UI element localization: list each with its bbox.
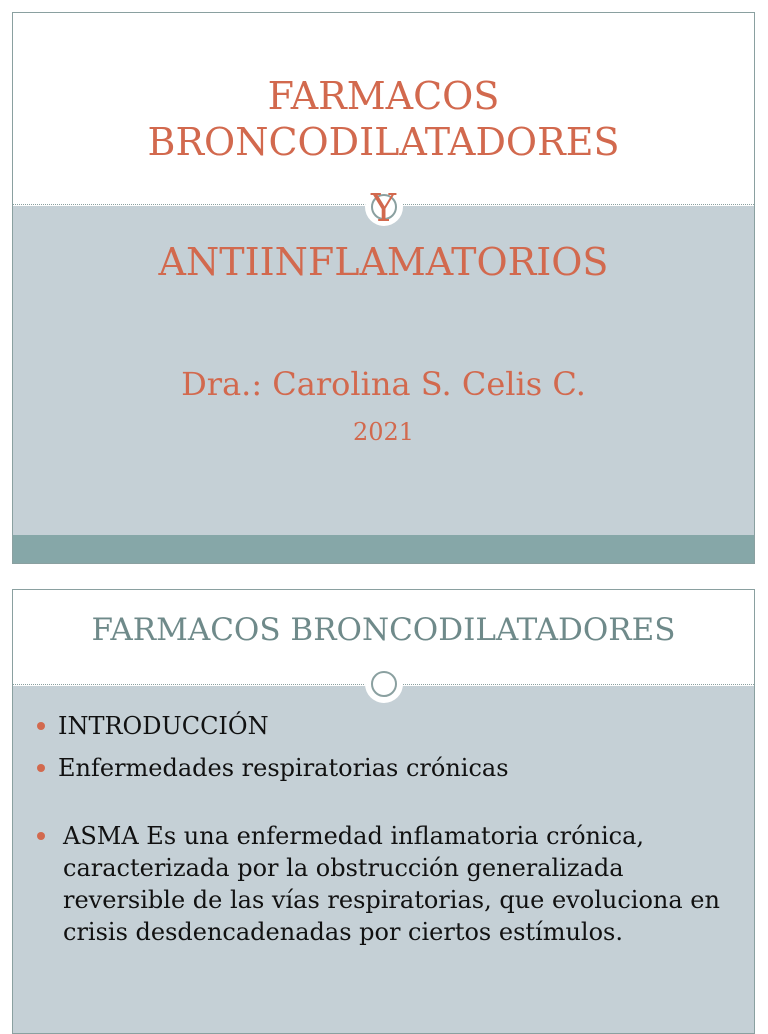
title-slide <box>12 12 755 564</box>
content-slide <box>12 589 755 1034</box>
slide-subtitle: ANTIINFLAMATORIOS <box>158 240 609 284</box>
title-line-2: BRONCODILATADORES <box>147 120 620 165</box>
bullet-list <box>33 710 738 948</box>
ring-ornament-icon <box>365 665 403 703</box>
bullet-icon <box>37 832 45 840</box>
presentation-year: 2021 <box>352 418 415 446</box>
bullet-icon <box>37 722 45 730</box>
list-item <box>33 710 738 742</box>
bullet-text: ASMA Es una enfermedad inflamatoria crónica, caracterizada por la obstrucción generalizada reversible de las vías respiratorias, que evoluciona en crisis desdencadenadas por ciertos estímulos. <box>63 822 720 946</box>
bullet-text: Enfermedades respiratorias crónicas <box>58 754 509 782</box>
list-item <box>33 752 738 784</box>
bullet-text: INTRODUCCIÓN <box>58 712 269 740</box>
slide-title <box>13 73 754 166</box>
slide-title: FARMACOS BRONCODILATADORES <box>91 612 676 648</box>
list-item <box>33 820 738 948</box>
bullet-icon <box>37 764 45 772</box>
title-line-1: FARMACOS <box>267 74 500 118</box>
author-name: Dra.: Carolina S. Celis C. <box>181 365 586 403</box>
title-connector: Y <box>370 186 397 230</box>
footer-bar <box>13 535 754 563</box>
